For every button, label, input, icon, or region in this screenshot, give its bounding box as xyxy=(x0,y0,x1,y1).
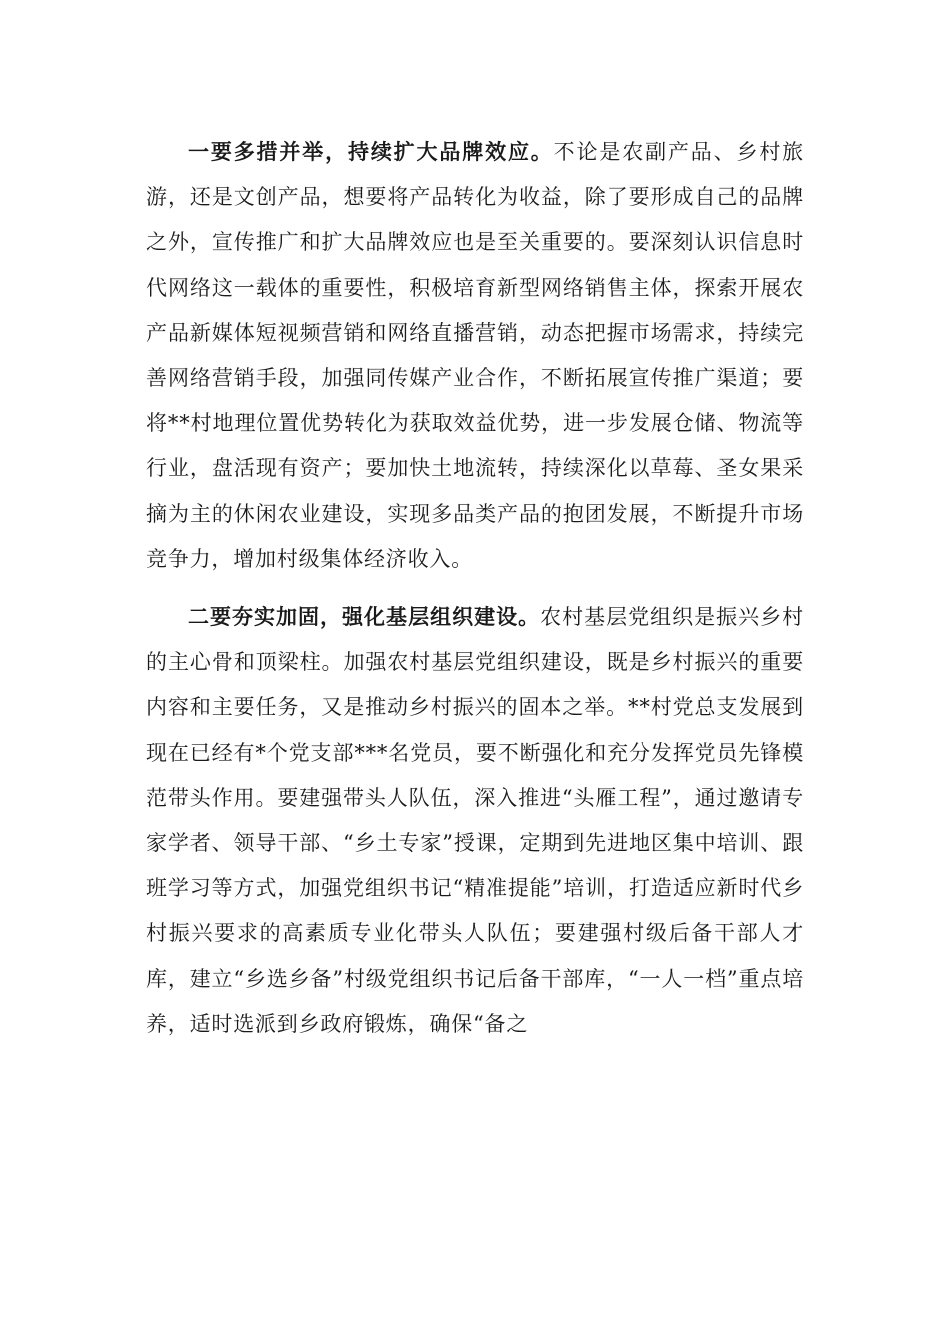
paragraph-grassroots-organization xyxy=(146,595,804,1047)
paragraph-lead-heading: 二要夯实加固，强化基层组织建设。 xyxy=(188,605,541,630)
paragraph-brand-effect xyxy=(146,130,804,582)
paragraph-text: 不论是农副产品、乡村旅游，还是文创产品，想要将产品转化为收益，除了要形成自己的品牌之外，宣传推广和扩大品牌效应也是至关重要的。要深刻认识信息时代网络这一载体的重要性，积极培育新型网络销售主体，探索开展农产品新媒体短视频营销和网络直播营销，动态把握市场需求，持续完善网络营销手段，加强同传媒产业合作，不断拓展宣传推广渠道；要将**村地理位置优势转化为获取效益优势，进一步发展仓储、物流等行业，盘活现有资产；要加快土地流转，持续深化以草莓、圣女果采摘为主的休闲农业建设，实现多品类产品的抱团发展，不断提升市场竞争力，增加村级集体经济收入。 xyxy=(146,140,804,571)
paragraph-lead-heading: 一要多措并举，持续扩大品牌效应。 xyxy=(188,140,554,164)
paragraph-text: 农村基层党组织是振兴乡村的主心骨和顶梁柱。加强农村基层党组织建设，既是乡村振兴的重要内容和主要任务，又是推动乡村振兴的固本之举。**村党总支发展到现在已经有*个党支部***名党员，要不断强化和充分发挥党员先锋模范带头作用。要建强带头人队伍，深入推进“头雁工程”，通过邀请专家学者、领导干部、“乡土专家”授课，定期到先进地区集中培训、跟班学习等方式，加强党组织书记“精准提能”培训，打造适应新时代乡村振兴要求的高素质专业化带头人队伍；要建强村级后备干部人才库，建立“乡选乡备”村级党组织书记后备干部库，“一人一档”重点培养，适时选派到乡政府锻炼，确保“备之 xyxy=(146,605,804,1036)
document-body xyxy=(146,130,804,1047)
